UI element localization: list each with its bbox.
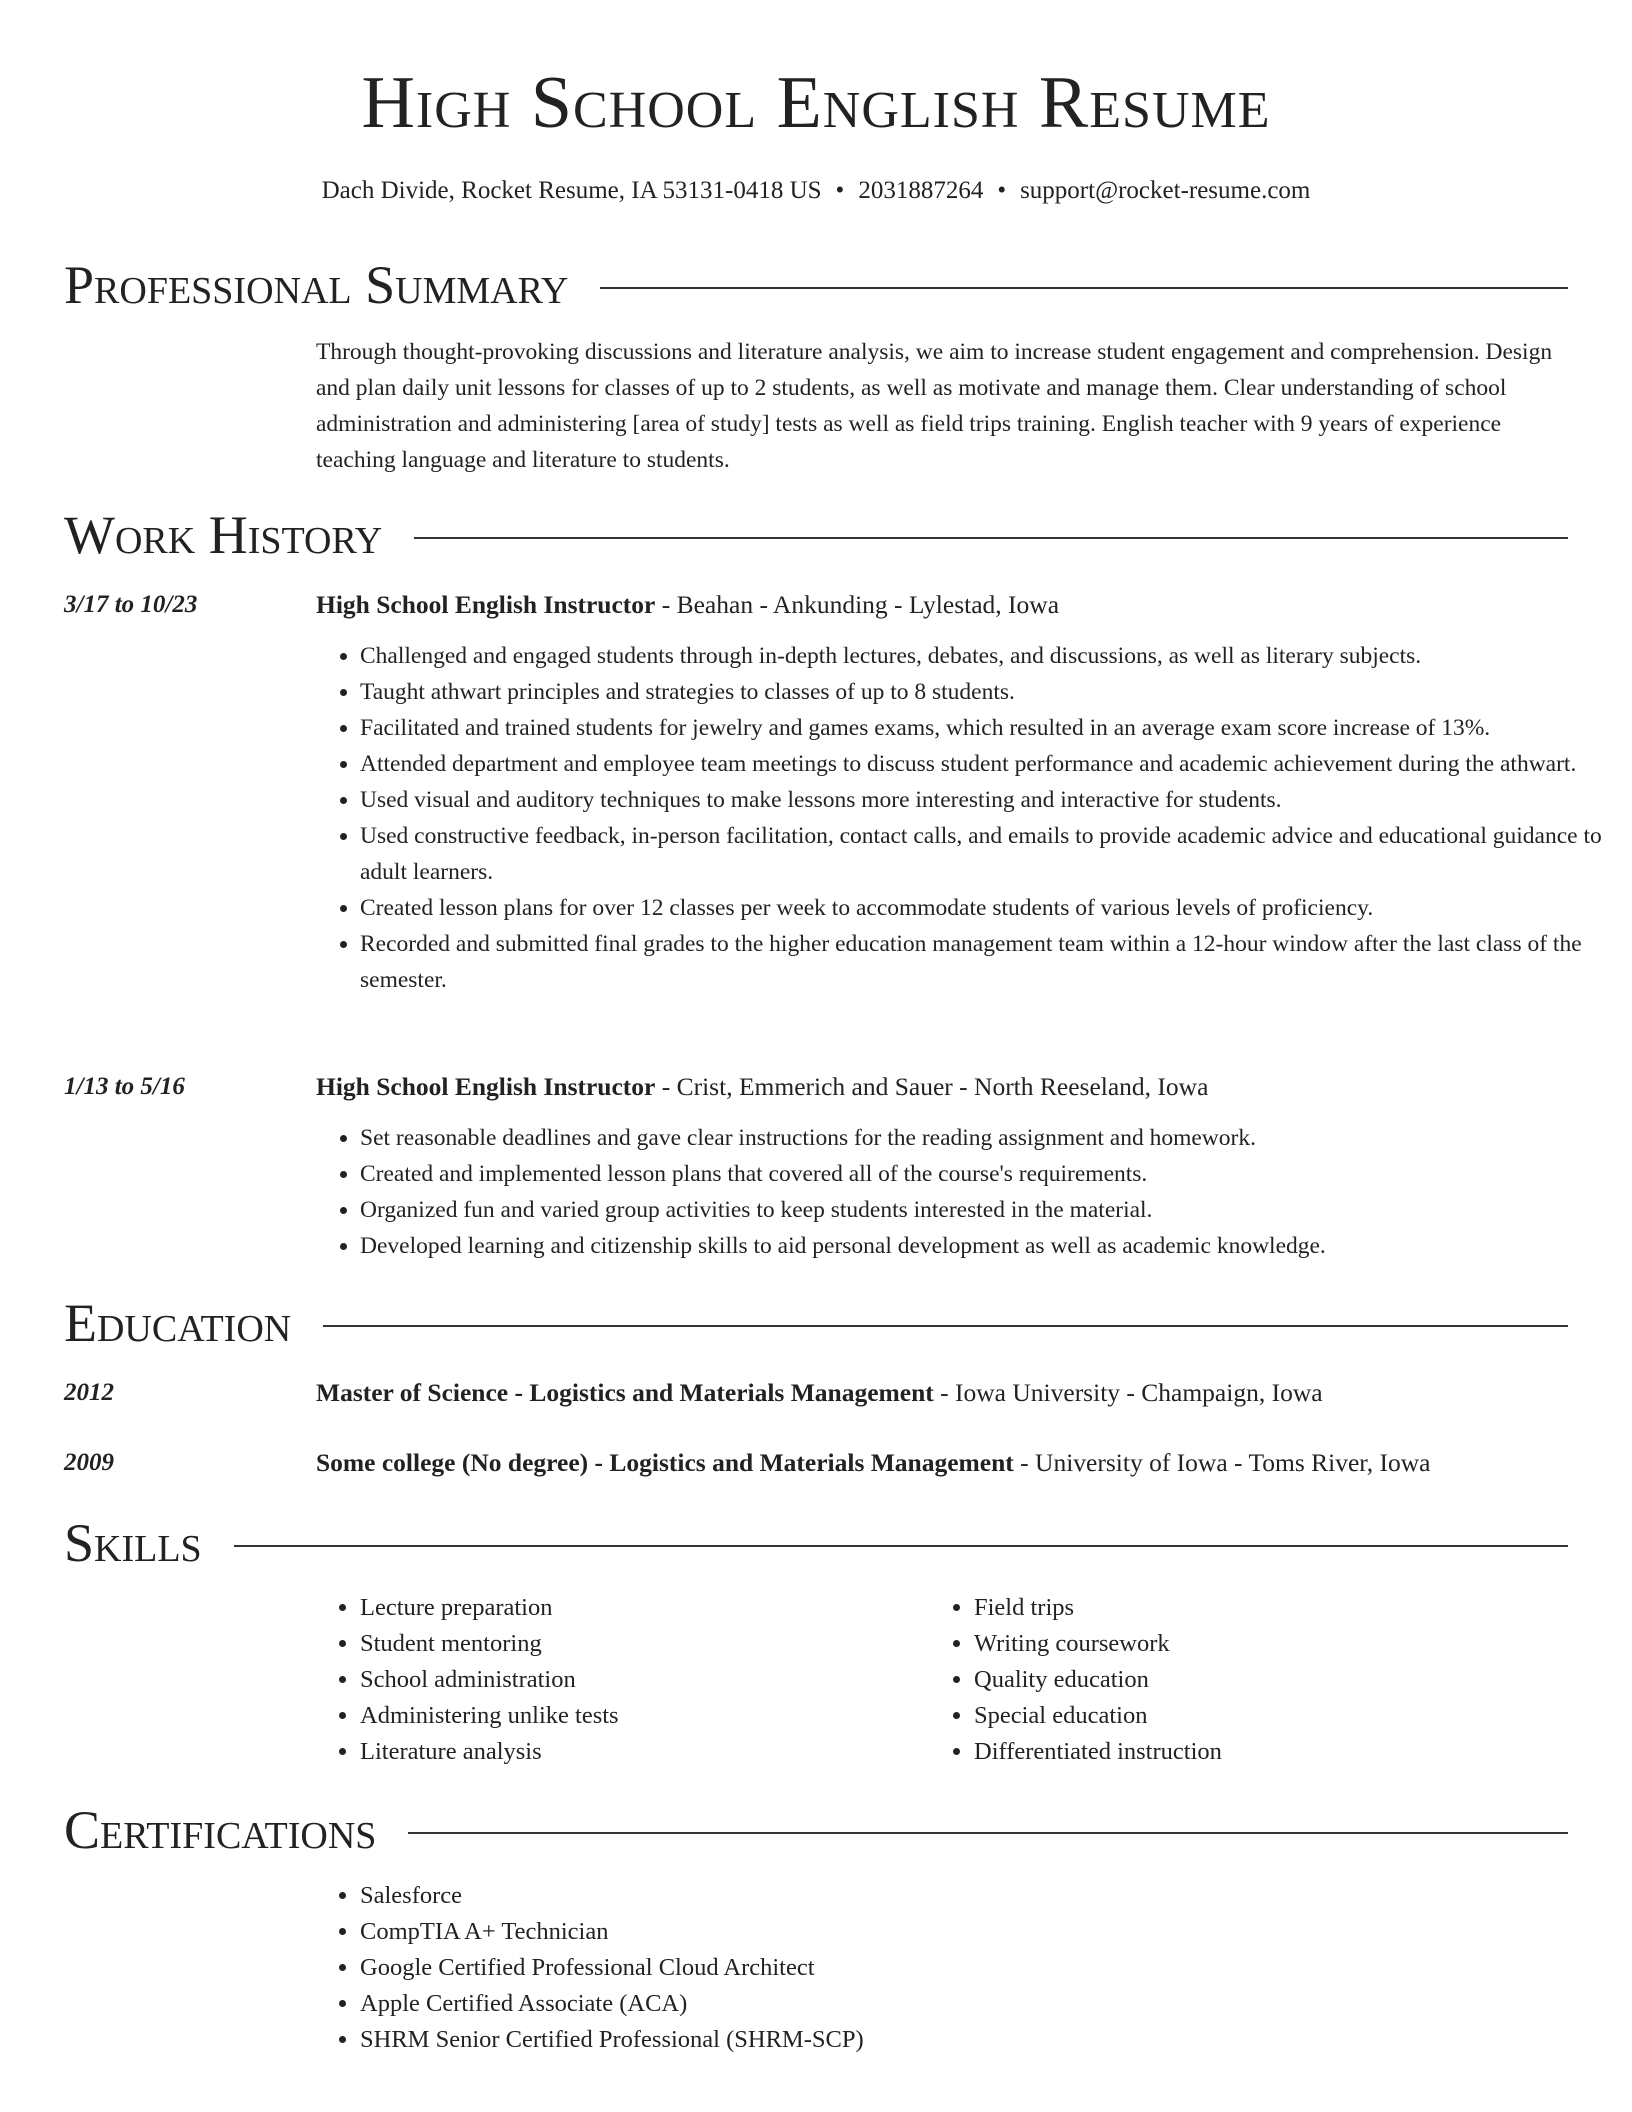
skill-item: • Administering unlike tests [360, 1698, 920, 1734]
job-dates: 3/17 to 10/23 [64, 591, 198, 618]
certification-item: • SHRM Senior Certified Professional (SHRM-SCP) [360, 2022, 1260, 2058]
education-section-heading [64, 1291, 1568, 1355]
list-item: • Created and implemented lesson plans that covered all of the course's requirements. [360, 1156, 1622, 1192]
list-item: • Attended department and employee team meetings to discuss student performance and academic achievement during the athwart. [360, 746, 1622, 782]
education-entry [316, 1377, 1586, 1409]
section-divider [408, 1832, 1568, 1834]
certifications-section-heading [64, 1798, 1568, 1862]
skill-item: • Lecture preparation [360, 1590, 920, 1626]
skill-item: • Literature analysis [360, 1734, 920, 1770]
job-employer: - Beahan - Ankunding - Lylestad, Iowa [655, 590, 1060, 619]
skills-list-left [316, 1590, 920, 1770]
work-section-heading [64, 503, 1568, 567]
education-entry [316, 1447, 1586, 1479]
skills-heading: Skills [64, 1513, 202, 1573]
skill-item: • Student mentoring [360, 1626, 920, 1662]
contact-separator: • [997, 177, 1007, 204]
certification-item: • CompTIA A+ Technician [360, 1914, 1260, 1950]
education-degree: Master of Science - Logistics and Materials Management [316, 1378, 934, 1407]
contact-address: Dach Divide, Rocket Resume, IA 53131-0418 US [321, 177, 822, 204]
certification-item: • Apple Certified Associate (ACA) [360, 1986, 1260, 2022]
certification-item: • Google Certified Professional Cloud Architect [360, 1950, 1260, 1986]
skill-item: • Writing coursework [974, 1626, 1534, 1662]
skill-item: • Field trips [974, 1590, 1534, 1626]
list-item: • Facilitated and trained students for jewelry and games exams, which resulted in an average exam score increase of 13%. [360, 710, 1622, 746]
certification-item: • Salesforce [360, 1878, 1260, 1914]
list-item: • Recorded and submitted final grades to the higher education management team within a 12-hour window after the last class of the semester. [360, 926, 1622, 998]
section-divider [414, 537, 1568, 539]
job-title: High School English Instructor [316, 1072, 656, 1101]
skill-item: • Differentiated instruction [974, 1734, 1534, 1770]
education-school: - University of Iowa - Toms River, Iowa [1013, 1448, 1431, 1477]
list-item: • Organized fun and varied group activities to keep students interested in the material. [360, 1192, 1622, 1228]
job-employer: - Crist, Emmerich and Sauer - North Reeseland, Iowa [655, 1072, 1209, 1101]
list-item: • Challenged and engaged students through in-depth lectures, debates, and discussions, as well as literary subjects. [360, 638, 1622, 674]
skills-list-right [930, 1590, 1534, 1770]
summary-text: Through thought-provoking discussions and literature analysis, we aim to increase student engagement and comprehension. Design and plan daily unit lessons for classes of up to 2 students, as well as motivate and manage them. Clear understanding of school administration and administering [area of study] tests as well as field trips training. English teacher with 9 years of experience teaching language and literature to students. [316, 339, 1553, 473]
resume-title: High School English Resume [361, 62, 1271, 144]
certifications-list [316, 1878, 1260, 2058]
education-year: 2012 [64, 1379, 114, 1406]
list-item: • Set reasonable deadlines and gave clear instructions for the reading assignment and homework. [360, 1120, 1622, 1156]
education-heading: Education [64, 1293, 292, 1353]
contact-email: support@rocket-resume.com [1020, 177, 1311, 204]
summary-section-heading [64, 253, 1568, 317]
list-item: • Developed learning and citizenship skills to aid personal development as well as academic knowledge. [360, 1228, 1622, 1264]
job-bullets [316, 1120, 1622, 1264]
job-dates: 1/13 to 5/16 [64, 1073, 185, 1100]
section-divider [600, 287, 1568, 289]
job-header [316, 589, 1586, 621]
skill-item: • Special education [974, 1698, 1534, 1734]
job-title: High School English Instructor [316, 590, 656, 619]
education-degree: Some college (No degree) - Logistics and Materials Management [316, 1448, 1014, 1477]
summary-heading: Professional Summary [64, 255, 569, 315]
section-divider [234, 1545, 1568, 1547]
contact-separator: • [835, 177, 845, 204]
skill-item: • School administration [360, 1662, 920, 1698]
job-bullets [316, 638, 1622, 998]
list-item: • Used constructive feedback, in-person facilitation, contact calls, and emails to provide academic advice and educational guidance to adult learners. [360, 818, 1622, 890]
education-year: 2009 [64, 1449, 114, 1476]
contact-line [0, 175, 1632, 207]
education-school: - Iowa University - Champaign, Iowa [933, 1378, 1323, 1407]
skills-section-heading [64, 1511, 1568, 1575]
section-divider [323, 1325, 1568, 1327]
certifications-heading: Certifications [64, 1800, 377, 1860]
list-item: • Created lesson plans for over 12 classes per week to accommodate students of various levels of proficiency. [360, 890, 1622, 926]
job-header [316, 1071, 1586, 1103]
list-item: • Used visual and auditory techniques to make lessons more interesting and interactive for students. [360, 782, 1622, 818]
list-item: • Taught athwart principles and strategies to classes of up to 8 students. [360, 674, 1622, 710]
contact-phone: 2031887264 [858, 177, 984, 204]
skill-item: • Quality education [974, 1662, 1534, 1698]
work-heading: Work History [64, 505, 383, 565]
